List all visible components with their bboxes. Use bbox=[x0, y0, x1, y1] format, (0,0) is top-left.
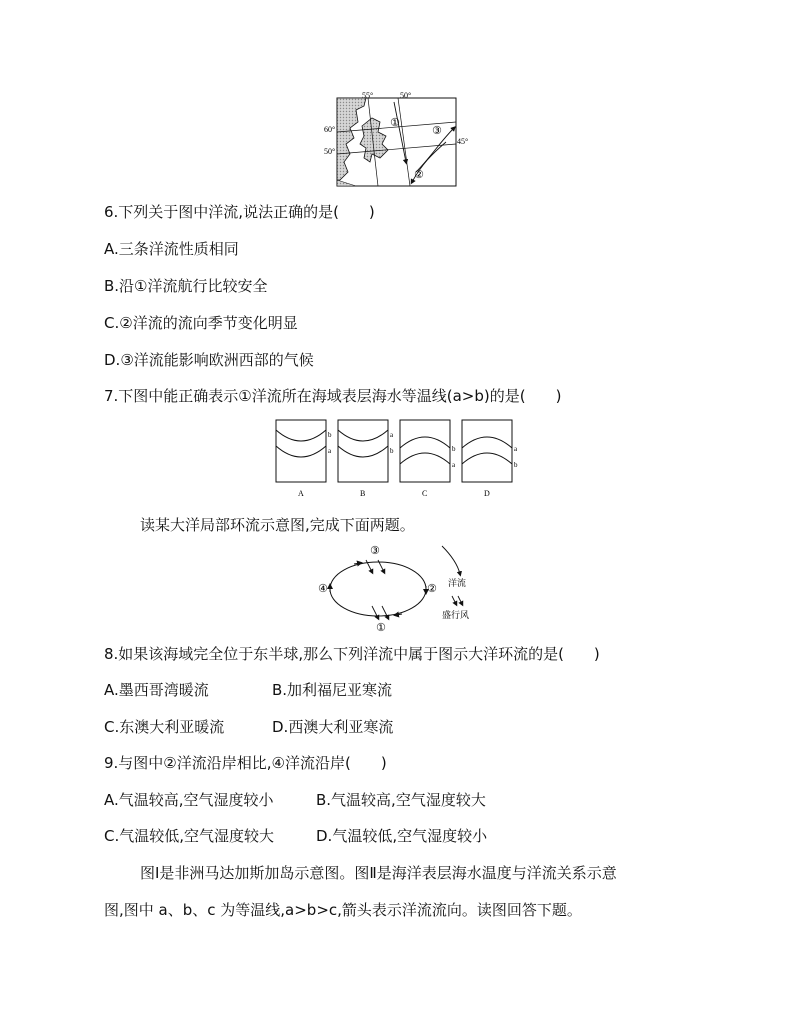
legend-current-label: 洋流 bbox=[448, 579, 467, 589]
current-3-label: ③ bbox=[432, 124, 442, 137]
legend-wind-label: 盛行风 bbox=[442, 611, 470, 621]
q9-option-d: D.气温较低,空气湿度较小 bbox=[316, 827, 488, 845]
panel-c-lower-label: a bbox=[452, 461, 456, 469]
q7-stem: 7.下图中能正确表示①洋流所在海域表层海水等温线(a>b)的是( ) bbox=[104, 387, 562, 405]
panel-d-lower-label: b bbox=[514, 461, 518, 469]
panel-b-letter: B bbox=[360, 489, 366, 498]
panel-a-lower-label: a bbox=[328, 447, 332, 455]
legend-current-arrow bbox=[442, 546, 460, 574]
q6-option-c: C.②洋流的流向季节变化明显 bbox=[104, 314, 298, 332]
legend-wind-arrow bbox=[452, 596, 456, 604]
q9-option-c: C.气温较低,空气湿度较大 bbox=[104, 827, 275, 845]
gyre-label-2: ② bbox=[427, 582, 437, 595]
isotherm-options-figure bbox=[272, 418, 524, 500]
gyre-label-1: ① bbox=[376, 621, 386, 634]
panel-c bbox=[400, 420, 456, 498]
intro-madagascar-line2: 图,图中 a、b、c 为等温线,a>b>c,箭头表示洋流流向。读图回答下题。 bbox=[104, 901, 582, 919]
q6-stem: 6.下列关于图中洋流,说法正确的是( ) bbox=[104, 203, 375, 221]
panel-b bbox=[338, 420, 394, 498]
q9-stem: 9.与图中②洋流沿岸相比,④洋流沿岸( ) bbox=[104, 754, 387, 772]
lon-label-50: 50° bbox=[324, 147, 336, 156]
panel-d-upper-label: a bbox=[514, 445, 518, 453]
intro-madagascar-line1: 图Ⅰ是非洲马达加斯加岛示意图。图Ⅱ是海洋表层海水温度与洋流关系示意 bbox=[140, 864, 617, 882]
q9-option-b: B.气温较高,空气湿度较大 bbox=[316, 791, 486, 809]
panel-a-letter: A bbox=[298, 489, 304, 498]
lon-label-45: 45° bbox=[457, 137, 469, 146]
q8-option-b: B.加利福尼亚寒流 bbox=[272, 681, 393, 699]
panel-d-letter: D bbox=[484, 489, 490, 498]
q6-option-d: D.③洋流能影响欧洲西部的气候 bbox=[104, 351, 314, 369]
lon-label-60: 60° bbox=[324, 125, 336, 134]
q6-option-b: B.沿①洋流航行比较安全 bbox=[104, 277, 268, 295]
gyre-label-3: ③ bbox=[370, 544, 380, 557]
gyre-loop bbox=[330, 562, 426, 616]
q8-option-a: A.墨西哥湾暖流 bbox=[104, 681, 209, 699]
panel-a bbox=[276, 420, 332, 498]
panel-c-upper-label: b bbox=[452, 445, 456, 453]
q8-stem: 8.如果该海域完全位于东半球,那么下列洋流中属于图示大洋环流的是( ) bbox=[104, 645, 600, 663]
ocean-gyre-figure bbox=[314, 542, 474, 634]
current-2-label: ② bbox=[414, 168, 424, 181]
gyre-label-4: ④ bbox=[318, 582, 328, 595]
current-1-label: ① bbox=[390, 116, 400, 129]
q8-option-c: C.东澳大利亚暖流 bbox=[104, 718, 225, 736]
lat-label-55: 55° bbox=[362, 91, 374, 100]
q8-option-d: D.西澳大利亚寒流 bbox=[272, 718, 394, 736]
intro-gyre: 读某大洋局部环流示意图,完成下面两题。 bbox=[140, 516, 415, 534]
panel-d bbox=[462, 420, 518, 498]
q6-option-a: A.三条洋流性质相同 bbox=[104, 240, 239, 258]
panel-a-upper-label: b bbox=[328, 431, 332, 439]
panel-c-letter: C bbox=[422, 489, 428, 498]
panel-b-lower-label: b bbox=[390, 447, 394, 455]
current-map-figure bbox=[324, 91, 469, 190]
lat-label-50: 50° bbox=[400, 91, 412, 100]
q9-option-a: A.气温较高,空气湿度较小 bbox=[104, 791, 274, 809]
panel-b-upper-label: a bbox=[390, 431, 394, 439]
